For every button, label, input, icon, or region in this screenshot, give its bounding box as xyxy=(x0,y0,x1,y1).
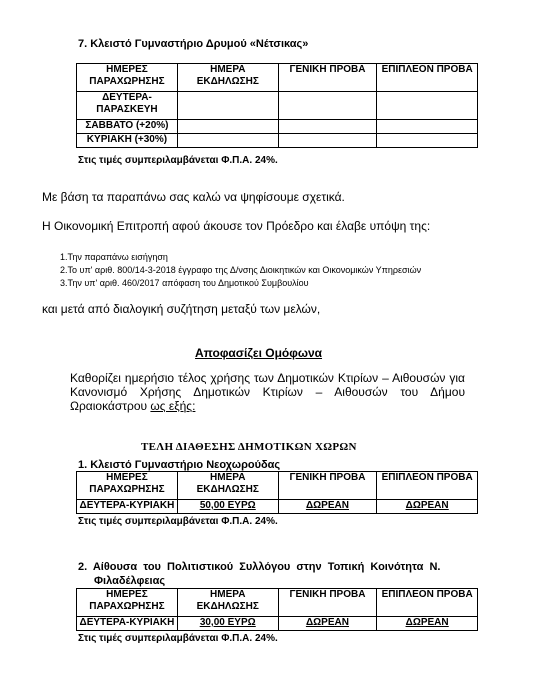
header-cell: ΗΜΕΡΑ ΕΚΔΗΛΩΣΗΣ xyxy=(177,589,278,617)
header-cell: ΓΕΝΙΚΗ ΠΡΟΒΑ xyxy=(278,589,377,617)
table-header-row xyxy=(77,64,478,92)
value-cell xyxy=(177,120,278,134)
rehearsal-value: ΔΩΡΕΑΝ xyxy=(305,500,349,511)
table-row xyxy=(77,617,478,631)
section-2-title-line2: Φιλαδέλφειας xyxy=(94,575,166,587)
value-cell xyxy=(377,120,478,134)
day-cell: ΣΑΒΒΑΤΟ (+20%) xyxy=(77,120,178,134)
section-1-table xyxy=(76,471,478,514)
header-cell: ΓΕΝΙΚΗ ΠΡΟΒΑ xyxy=(278,64,377,92)
header-cell: ΗΜΕΡΑ ΕΚΔΗΛΩΣΗΣ xyxy=(177,472,278,500)
considerations-list xyxy=(60,251,421,290)
header-cell: ΕΠΙΠΛΕΟΝ ΠΡΟΒΑ xyxy=(377,589,478,617)
section-2-title-line1: 2. Αίθουσα του Πολιτιστικού Συλλόγου στην Τοπική Κοινότητα Ν. xyxy=(78,561,441,573)
paragraph: Με βάση τα παραπάνω σας καλώ να ψηφίσουμε σχετικά. xyxy=(42,190,345,204)
table-header-row xyxy=(77,589,478,617)
extra-rehearsal-value: ΔΩΡΕΑΝ xyxy=(405,500,449,511)
decision-text xyxy=(70,371,465,413)
extra-rehearsal-cell xyxy=(377,500,478,514)
extra-rehearsal-cell xyxy=(377,617,478,631)
rehearsal-value: ΔΩΡΕΑΝ xyxy=(305,617,349,628)
value-cell xyxy=(377,134,478,148)
section-2-title xyxy=(78,560,478,588)
table-row xyxy=(77,92,478,120)
list-item: 1.Την παραπάνω εισήγηση xyxy=(60,252,168,262)
vat-note: Στις τιμές συμπεριλαμβάνεται Φ.Π.Α. 24%. xyxy=(78,633,278,644)
price-value: 50,00 ΕΥΡΩ xyxy=(199,500,256,511)
table-row xyxy=(77,120,478,134)
rehearsal-cell xyxy=(278,500,377,514)
section-7-title: 7. Κλειστό Γυμναστήριο Δρυμού «Νέτσικας» xyxy=(78,38,309,50)
value-cell xyxy=(177,92,278,120)
day-cell: ΔΕΥΤΕΡΑ-ΠΑΡΑΣΚΕΥΗ xyxy=(77,92,178,120)
decision-heading: Αποφασίζει Ομόφωνα xyxy=(195,346,323,360)
day-cell: ΚΥΡΙΑΚΗ (+30%) xyxy=(77,134,178,148)
paragraph: Η Οικονομική Επιτροπή αφού άκουσε τον Πρόεδρο και έλαβε υπόψη της: xyxy=(42,219,431,233)
paragraph: και μετά από διαλογική συζήτηση μεταξύ των μελών, xyxy=(42,302,321,316)
value-cell xyxy=(377,92,478,120)
section-7-table xyxy=(76,63,478,148)
section-2-table xyxy=(76,588,478,631)
value-cell xyxy=(278,134,377,148)
price-cell xyxy=(177,500,278,514)
price-value: 30,00 ΕΥΡΩ xyxy=(199,617,256,628)
price-cell xyxy=(177,617,278,631)
decision-text-main: Καθορίζει ημερήσιο τέλος χρήσης των Δημοτικών Κτιρίων – Αιθουσών για Κανονισμό Χρήσης Δημοτικών Κτιρίων – Αιθουσών του Δήμου Ωραιοκάστρου xyxy=(70,371,465,413)
value-cell xyxy=(278,120,377,134)
header-cell: ΓΕΝΙΚΗ ΠΡΟΒΑ xyxy=(278,472,377,500)
header-cell: ΗΜΕΡΕΣ ΠΑΡΑΧΩΡΗΣΗΣ xyxy=(77,64,178,92)
header-cell: ΗΜΕΡΕΣ ΠΑΡΑΧΩΡΗΣΗΣ xyxy=(77,472,178,500)
value-cell xyxy=(278,92,377,120)
day-cell: ΔΕΥΤΕΡΑ-ΚΥΡΙΑΚΗ xyxy=(77,500,178,514)
day-cell: ΔΕΥΤΕΡΑ-ΚΥΡΙΑΚΗ xyxy=(77,617,178,631)
vat-note: Στις τιμές συμπεριλαμβάνεται Φ.Π.Α. 24%. xyxy=(78,516,278,527)
header-cell: ΕΠΙΠΛΕΟΝ ΠΡΟΒΑ xyxy=(377,64,478,92)
table-row xyxy=(77,500,478,514)
value-cell xyxy=(177,134,278,148)
table-row xyxy=(77,134,478,148)
decision-text-underlined: ως εξής: xyxy=(150,399,196,413)
list-item: 3.Την υπ' αριθ. 460/2017 απόφαση του Δημοτικού Συμβουλίου xyxy=(60,278,309,288)
extra-rehearsal-value: ΔΩΡΕΑΝ xyxy=(405,617,449,628)
header-cell: ΗΜΕΡΑ ΕΚΔΗΛΩΣΗΣ xyxy=(177,64,278,92)
header-cell: ΗΜΕΡΕΣ ΠΑΡΑΧΩΡΗΣΗΣ xyxy=(77,589,178,617)
list-item: 2.Το υπ' αριθ. 800/14-3-2018 έγγραφο της Δ/νσης Διοικητικών και Οικονομικών Υπηρεσιών xyxy=(60,265,422,275)
header-cell: ΕΠΙΠΛΕΟΝ ΠΡΟΒΑ xyxy=(377,472,478,500)
table-header-row xyxy=(77,472,478,500)
rehearsal-cell xyxy=(278,617,377,631)
vat-note: Στις τιμές συμπεριλαμβάνεται Φ.Π.Α. 24%. xyxy=(78,155,278,166)
section-1-title: 1. Κλειστό Γυμναστήριο Νεοχωρούδας xyxy=(78,459,281,471)
fees-title: ΤΕΛΗ ΔΙΑΘΕΣΗΣ ΔΗΜΟΤΙΚΩΝ ΧΩΡΩΝ xyxy=(141,441,357,453)
